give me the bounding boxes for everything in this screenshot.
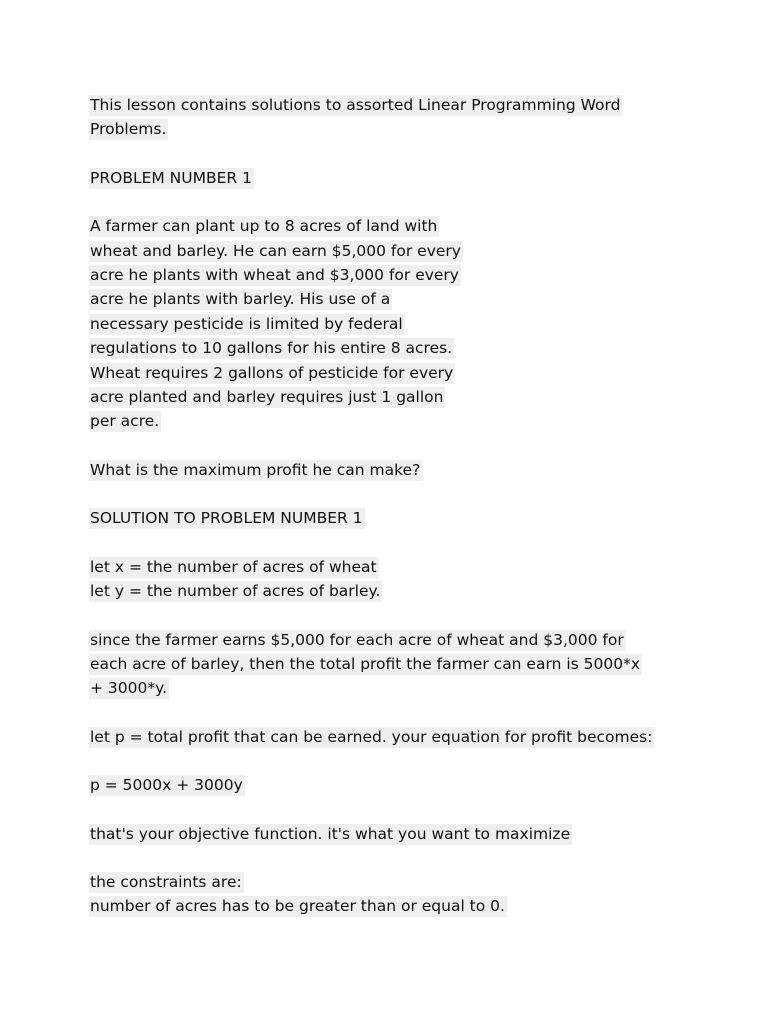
text-line: let x = the number of acres of wheat [90, 557, 377, 576]
text-line: that's your objective function. it's what you want to maximize [90, 824, 571, 843]
constraints-paragraph [89, 870, 649, 919]
text-line: SOLUTION TO PROBLEM NUMBER 1 [90, 509, 363, 528]
text-line: Wheat requires 2 gallons of pesticide for every [90, 363, 454, 382]
text-line: per acre. [90, 412, 160, 431]
text-line: acre he plants with wheat and $3,000 for every [90, 266, 459, 285]
text-line: This lesson contains solutions to assorted Linear Programming Word [90, 96, 621, 114]
text-line: wheat and barley. He can earn $5,000 for every [90, 241, 461, 260]
text-line: since the farmer earns $5,000 for each acre of wheat and $3,000 for [90, 630, 624, 649]
solution-heading [89, 506, 649, 530]
intro-paragraph [89, 93, 649, 142]
profit-equation [89, 773, 649, 797]
text-line: each acre of barley, then the total profit the farmer can earn is 5000*x [90, 654, 641, 673]
text-line: What is the maximum profit he can make? [90, 460, 421, 479]
text-line: A farmer can plant up to 8 acres of land with [90, 217, 438, 236]
objective-note [89, 822, 649, 846]
text-line: p = 5000x + 3000y [90, 776, 243, 795]
text-line: + 3000*y. [90, 679, 168, 698]
variable-definitions [89, 555, 649, 604]
text-line: number of acres has to be greater than or equal to 0. [90, 897, 505, 916]
text-line: acre he plants with barley. His use of a [90, 290, 391, 309]
text-line: let y = the number of acres of barley. [90, 582, 381, 601]
text-line: acre planted and barley requires just 1 gallon [90, 388, 444, 407]
text-line: PROBLEM NUMBER 1 [90, 168, 252, 187]
document-body [89, 93, 653, 943]
profit-reasoning [89, 628, 649, 701]
question-paragraph [89, 458, 649, 482]
text-line: let p = total profit that can be earned. your equation for profit becomes: [90, 727, 653, 746]
text-line: Problems. [90, 120, 167, 139]
text-line: regulations to 10 gallons for his entire 8 acres. [90, 339, 453, 358]
text-line: necessary pesticide is limited by federal [90, 314, 403, 333]
problem-heading [89, 166, 649, 190]
text-line: the constraints are: [90, 872, 242, 891]
profit-definition [89, 725, 653, 749]
problem-statement [89, 214, 649, 434]
